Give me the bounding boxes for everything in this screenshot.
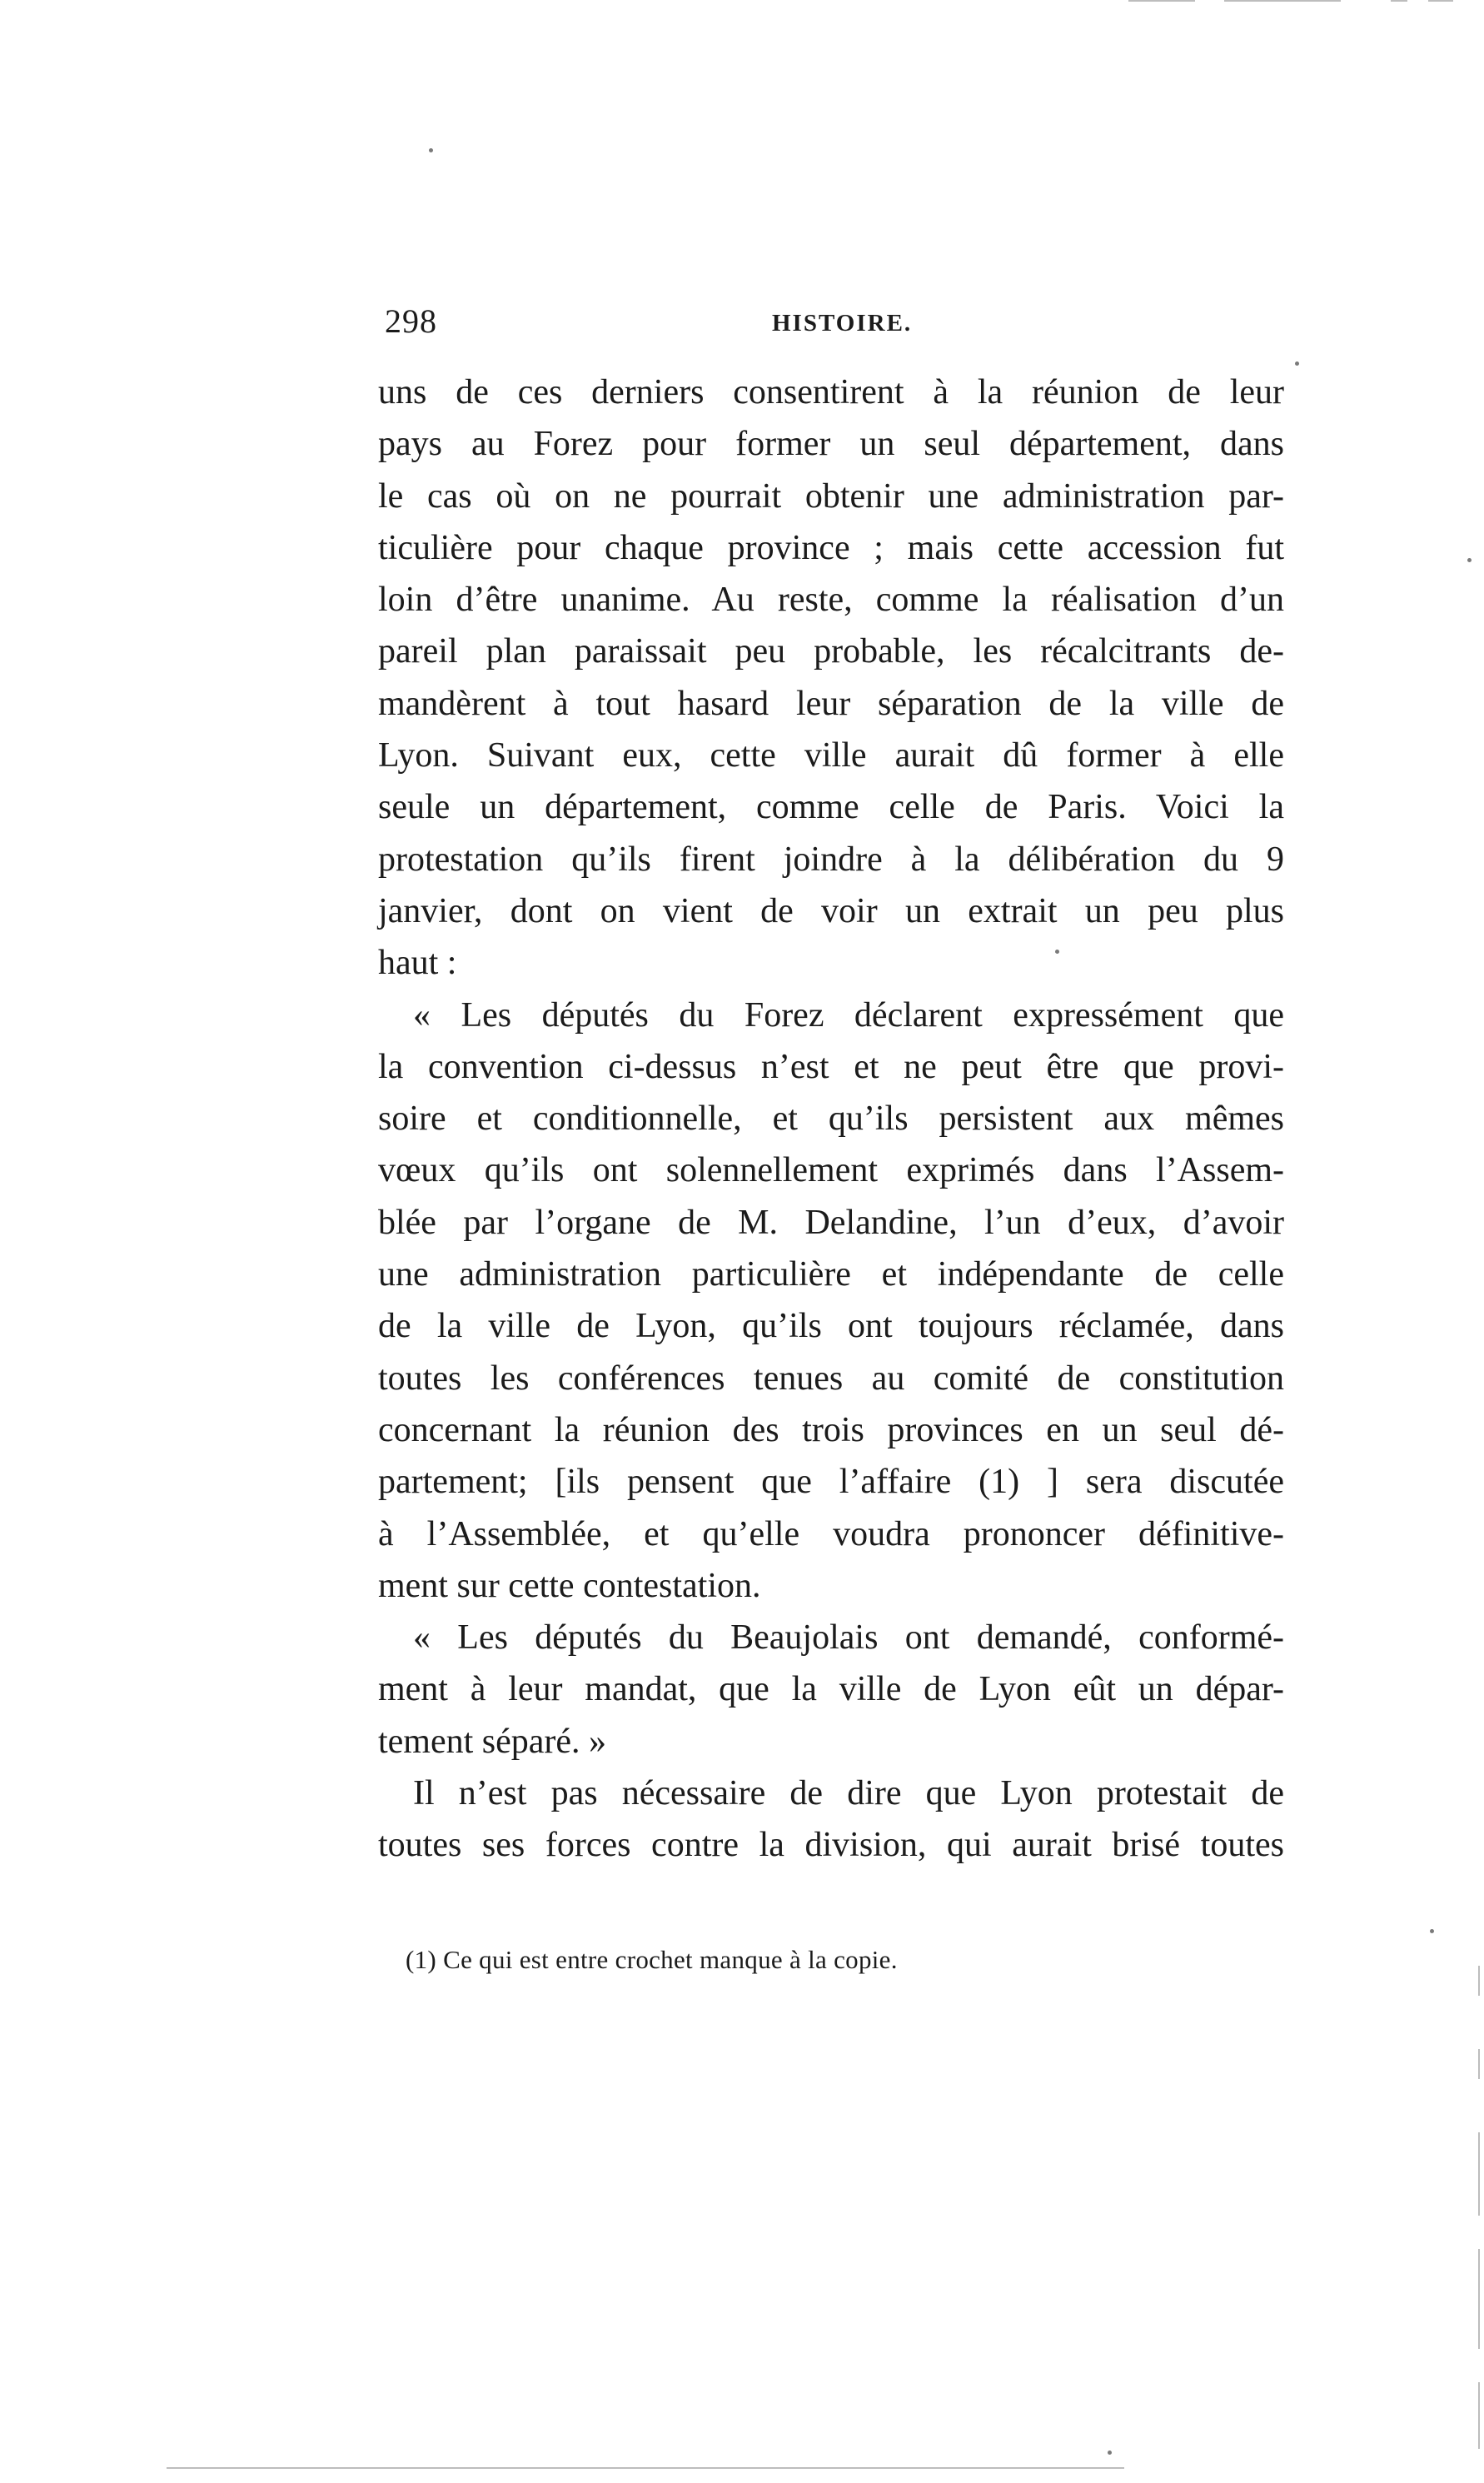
text-line: protestation qu’ils firent joindre à la délibération du 9 [378,840,1284,879]
text-line: ment sur cette contestation. [378,1566,761,1605]
text-line: vœux qu’ils ont solennellement exprimés dans l’Assem- [378,1151,1284,1190]
text-line: toutes les conférences tenues au comité de constitution [378,1359,1284,1398]
text-line: le cas où on ne pourrait obtenir une administration par- [378,476,1284,516]
text-line: ticulière pour chaque province ; mais cette accession fut [378,528,1284,567]
running-head: HISTOIRE. [772,310,913,337]
text-line: janvier, dont on vient de voir un extrait un peu plus [378,891,1284,930]
text-line: haut : [378,944,457,983]
scan-speck [1295,361,1299,366]
scan-speck [1430,1929,1434,1933]
text-line: Il n’est pas nécessaire de dire que Lyon protestait de [413,1774,1284,1813]
scan-edge-top [1224,0,1341,2]
scan-edge-right [1478,2382,1480,2449]
text-line: « Les députés du Forez déclarent expressément que [413,995,1284,1035]
text-line: mandèrent à tout hasard leur séparation de la ville de [378,684,1284,723]
scan-edge-right [1478,1966,1480,1996]
text-line: seule un département, comme celle de Paris. Voici la [378,788,1284,827]
scan-speck [1467,558,1472,562]
text-line: la convention ci-dessus n’est et ne peut être que provi- [378,1047,1284,1086]
text-line: ment à leur mandat, que la ville de Lyon eût un dépar- [378,1670,1284,1709]
text-line: à l’Assemblée, et qu’elle voudra prononcer définitive- [378,1514,1284,1553]
text-line: blée par l’organe de M. Delandine, l’un d’eux, d’avoir [378,1203,1284,1242]
scan-edge-top [1128,0,1195,2]
text-line: tement séparé. » [378,1722,607,1761]
text-line: une administration particulière et indépendante de celle [378,1255,1284,1294]
scan-speck [429,148,433,152]
scan-edge-right [1478,2132,1480,2216]
text-line: uns de ces derniers consentirent à la réunion de leur [378,373,1284,411]
scan-edge-top [1391,0,1407,2]
text-line: « Les députés du Beaujolais ont demandé, conformé- [413,1618,1284,1658]
text-line: pareil plan paraissait peu probable, les récalcitrants de- [378,632,1284,671]
text-line: toutes ses forces contre la division, qui aurait brisé toutes [378,1826,1284,1865]
page-number: 298 [385,302,437,340]
scan-edge-bottom [167,2467,1124,2469]
scan-edge-right [1478,2049,1480,2079]
scan-edge-right [1478,2249,1480,2349]
page-header [385,302,1291,352]
text-line: concernant la réunion des trois provinces en un seul dé- [378,1410,1284,1449]
text-line: partement; [ils pensent que l’affaire (1) ] sera discutée [378,1463,1284,1502]
text-line: loin d’être unanime. Au reste, comme la réalisation d’un [378,581,1284,620]
text-line: Lyon. Suivant eux, cette ville aurait dû former à elle [378,736,1284,775]
scan-speck [1108,2451,1112,2455]
text-line: soire et conditionnelle, et qu’ils persistent aux mêmes [378,1099,1284,1139]
scan-speck [1055,950,1059,954]
footnote: (1) Ce qui est entre crochet manque à la copie. [406,1945,898,1974]
text-line: pays au Forez pour former un seul département, dans [378,425,1284,464]
text-line: de la ville de Lyon, qu’ils ont toujours réclamée, dans [378,1307,1284,1346]
body-text [378,366,1284,1872]
scan-edge-top [1428,0,1453,2]
